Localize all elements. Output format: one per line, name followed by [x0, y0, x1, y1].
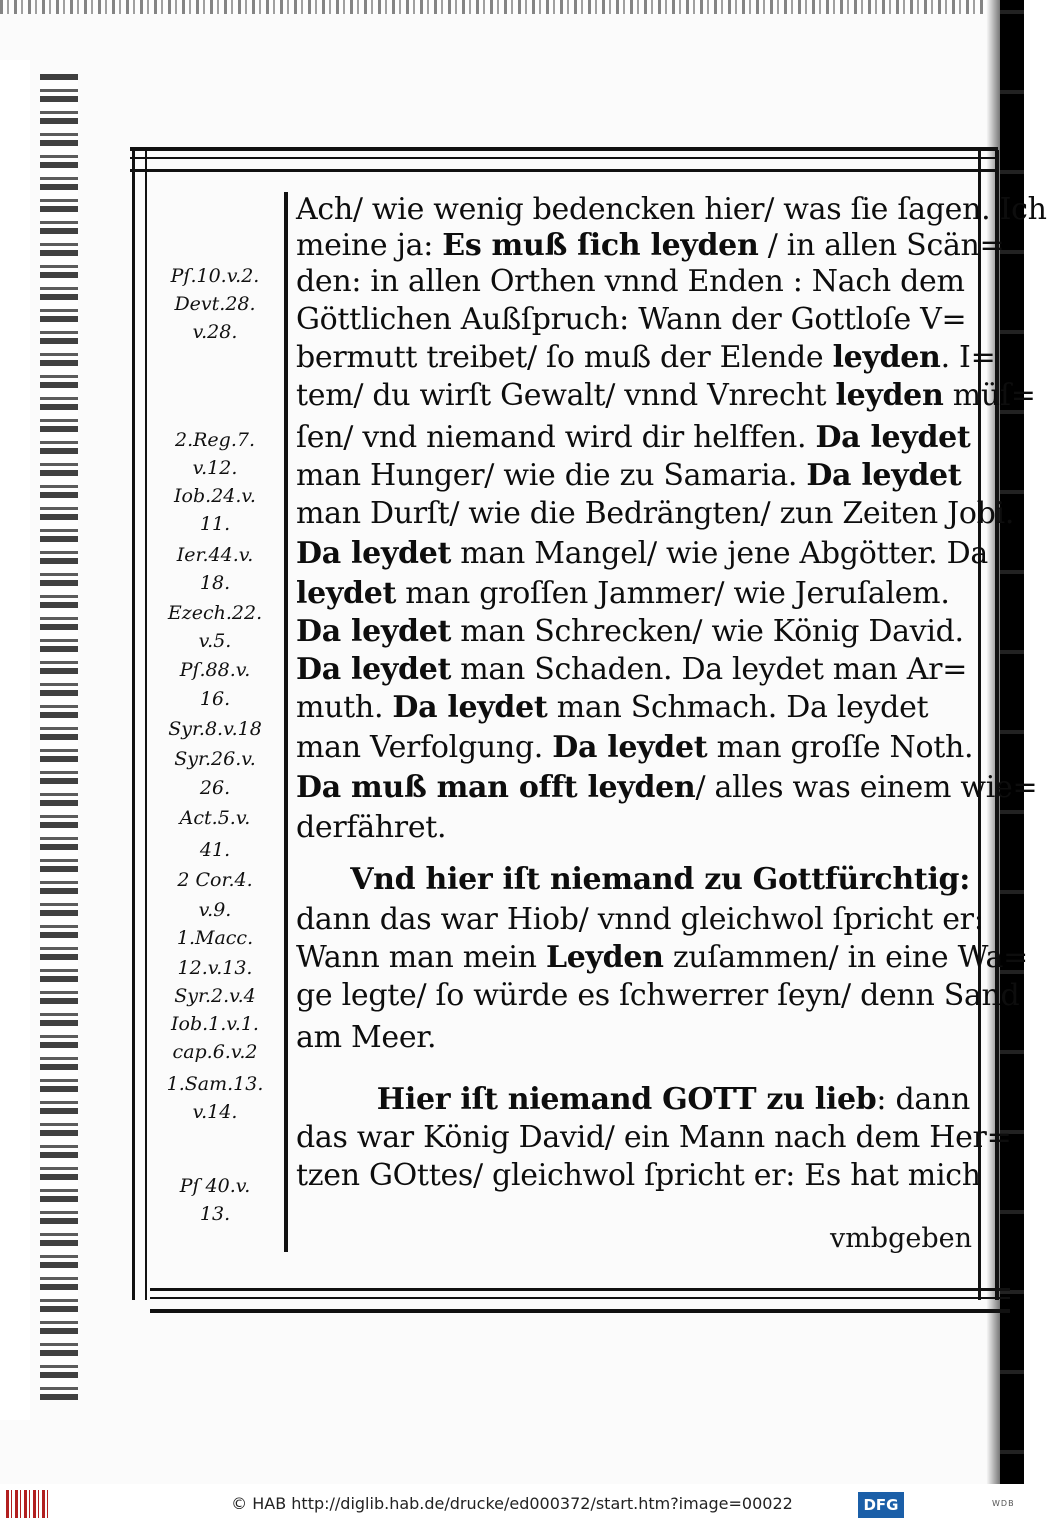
margin-note: 13.: [199, 1203, 231, 1225]
margin-note: 2 Cor.4.: [177, 869, 253, 891]
text-line: [296, 978, 1020, 1014]
text-line: [296, 264, 970, 300]
margin-note: v.28.: [192, 321, 238, 343]
margin-note: Pſ.10.v.2.: [170, 265, 260, 287]
margin-note: 1.Sam.13.: [166, 1073, 264, 1095]
margin-note: 1.Macc.: [176, 927, 254, 949]
text-run: man Schaden. Da leydet man Ar=: [451, 652, 968, 687]
text-line: [296, 690, 970, 726]
margin-note: Ezech.22.: [167, 602, 263, 624]
text-run-bold: Da leydet: [296, 652, 452, 687]
margin-note: Syr.8.v.18: [168, 718, 262, 740]
margin-note: 26.: [199, 777, 231, 799]
margin-note: 16.: [199, 688, 231, 710]
text-line: [296, 340, 996, 376]
text-run: am Meer.: [296, 1020, 437, 1055]
text-line: [296, 576, 970, 612]
section-heading: [296, 862, 970, 898]
top-edge: [0, 0, 1024, 14]
text-run-bold: leydet: [296, 576, 397, 611]
margin-note: 11.: [199, 513, 231, 535]
text-run-bold: leyden: [835, 378, 944, 413]
text-run-bold: Da leydet: [815, 420, 971, 455]
text-line: [296, 940, 1028, 976]
text-run-bold: Da leydet: [806, 458, 962, 493]
text-line: [296, 614, 970, 650]
margin-note: Syr.26.v.: [174, 748, 256, 770]
frame-top-border: [130, 147, 998, 172]
text-line: [296, 302, 970, 338]
margin-note: v.5.: [198, 630, 232, 652]
margin-note: v.12.: [192, 457, 238, 479]
text-run: Wann man mein: [296, 940, 546, 975]
frame-left-border: [132, 150, 147, 1300]
text-run-bold: Da leydet: [296, 536, 452, 571]
text-line: [296, 536, 988, 572]
text-run: den: in allen Orthen vnnd Enden : Nach dem: [296, 264, 965, 299]
text-run-bold: Es muß ſich leyden: [442, 228, 759, 263]
text-run: tzen GOttes/ gleichwol ſpricht er: Es hat mich: [296, 1158, 981, 1193]
text-run-bold: Hier iſt niemand GOTT zu lieb: [376, 1082, 877, 1117]
margin-note: 12.v.13.: [177, 957, 253, 979]
text-line: [296, 730, 974, 766]
text-run: man Durſt/ wie die Bedrängten/ zun Zeiten Jobi.: [296, 496, 1015, 531]
text-run: muth.: [296, 690, 393, 725]
text-line: [296, 458, 970, 494]
frame-bottom-border: [150, 1288, 1010, 1313]
text-run: zuſammen/ in eine Wa=: [663, 940, 1028, 975]
margin-note: v.9.: [198, 899, 232, 921]
text-line: [296, 420, 970, 456]
wdb-mark: WDB: [992, 1499, 1015, 1508]
page-gutter: [0, 60, 30, 1420]
text-run: bermutt treibet/ ſo muß der Elende: [296, 340, 833, 375]
text-run: . I=: [940, 340, 996, 375]
text-run: Ach/ wie wenig bedencken hier/ was ſie ſagen. Ich: [296, 192, 1047, 227]
text-run: ge legte/ ſo würde es ſchwerrer ſeyn/ denn Sand: [296, 978, 1020, 1013]
text-run: man Schmach. Da leydet: [547, 690, 929, 725]
text-line: [296, 902, 984, 938]
text-line: [296, 1020, 970, 1056]
text-line: [296, 192, 1047, 228]
catchword: vmbgeben: [829, 1223, 972, 1254]
section-heading: [296, 1082, 970, 1118]
text-run: / alles was einem wie=: [695, 770, 1038, 805]
text-run: man groſſe Noth.: [707, 730, 974, 765]
margin-note: 18.: [199, 572, 231, 594]
text-run-bold: Da leydet: [392, 690, 548, 725]
margin-note: 2.Reg.7.: [174, 429, 255, 451]
text-run: man Mangel/ wie jene Abgötter. Da: [451, 536, 988, 571]
text-run: Göttlichen Außſpruch: Wann der Gottloſe V=: [296, 302, 967, 337]
text-line: [296, 652, 970, 688]
text-run-bold: Da muß man offt leyden: [296, 770, 696, 805]
margin-note: Pſ.88.v.: [179, 659, 251, 681]
text-run: / in allen Scän=: [758, 228, 1005, 263]
margin-note: v.14.: [192, 1101, 238, 1123]
text-run: man groſſen Jammer/ wie Jeruſalem.: [396, 576, 950, 611]
text-line: [296, 1120, 1012, 1156]
text-run-bold: leyden: [832, 340, 941, 375]
text-line: [296, 770, 1038, 806]
text-line: [296, 378, 1036, 414]
text-run: derfähret.: [296, 810, 447, 845]
text-run-bold: Vnd hier iſt niemand zu Gottfürchtig:: [350, 862, 970, 897]
left-page-edge: [40, 70, 78, 1400]
text-run-bold: Leyden: [545, 940, 664, 975]
text-run-bold: Da leydet: [296, 614, 452, 649]
margin-note: Devt.28.: [174, 293, 256, 315]
copyright-link[interactable]: © HAB http://diglib.hab.de/drucke/ed000372/start.htm?image=00022: [231, 1494, 793, 1513]
margin-note: cap.6.v.2: [172, 1041, 258, 1063]
margin-note: Pſ 40.v.: [179, 1175, 251, 1197]
dfg-logo[interactable]: DFG: [858, 1492, 904, 1518]
margin-note: Iob.24.v.: [174, 485, 256, 507]
margin-rule: [284, 192, 288, 1252]
text-run: ſen/ vnd niemand wird dir helffen.: [296, 420, 816, 455]
text-run: das war König David/ ein Mann nach dem Her=: [296, 1120, 1012, 1155]
margin-note: 41.: [199, 839, 231, 861]
text-line: [296, 1158, 981, 1194]
text-run: man Verfolgung.: [296, 730, 553, 765]
viewer-footer: [0, 1484, 1024, 1524]
margin-note: Iob.1.v.1.: [171, 1013, 259, 1035]
margin-note: Act.5.v.: [179, 807, 251, 829]
margin-note: Syr.2.v.4: [174, 985, 256, 1007]
text-run: meine ja:: [296, 228, 443, 263]
text-line: [296, 810, 970, 846]
text-run: man Schrecken/ wie König David.: [451, 614, 964, 649]
text-line: [296, 228, 1005, 264]
text-run: man Hunger/ wie die zu Samaria.: [296, 458, 807, 493]
margin-note: Ier.44.v.: [176, 544, 254, 566]
text-run-bold: Da leydet: [552, 730, 708, 765]
text-run: dann das war Hiob/ vnnd gleichwol ſpricht er:: [296, 902, 984, 937]
text-run: : dann: [876, 1082, 970, 1117]
text-run: tem/ du wirſt Gewalt/ vnnd Vnrecht: [296, 378, 836, 413]
text-run: müſ=: [943, 378, 1036, 413]
text-line: [296, 496, 1015, 532]
